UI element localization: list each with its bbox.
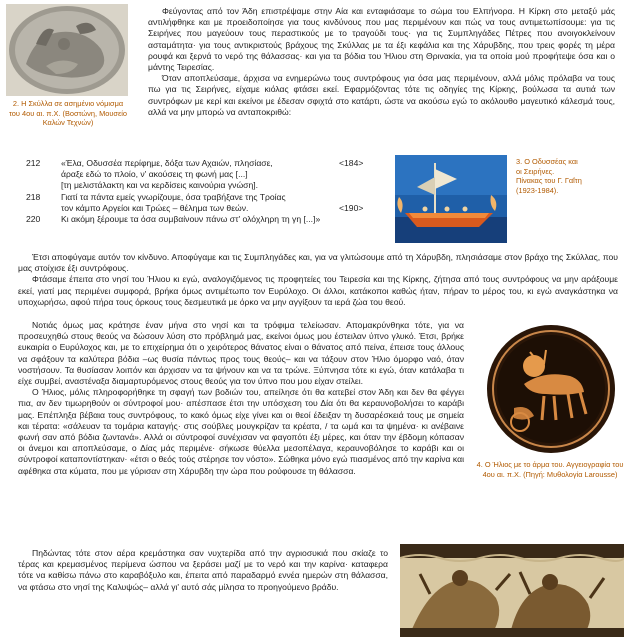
verse-line <box>26 180 386 191</box>
verse-line <box>26 158 386 169</box>
intro-text <box>148 6 615 118</box>
lower-text <box>18 320 464 477</box>
helios-caption: 4. Ο Ήλιος με το άρμα του. Αγγειογραφία του 4ου αι. π.Χ. (Πηγή: Μυθολογία Larousse) <box>476 460 624 479</box>
verse-line <box>26 203 386 214</box>
line-number: 218 <box>26 191 41 202</box>
verse-line <box>26 192 386 203</box>
line-number: 220 <box>26 213 41 224</box>
middle-text <box>18 252 618 308</box>
paragraph: Νοτιάς όμως μας κράτησε έναν μήνα στο νησί και τα τρόφιμα τελείωσαν. Απομακρύνθηκα τότε, για να προσευχηθώ στους θεούς να δώσουν λύση στο πρόβλημά μας, εκείνοι όμως μου έστειλαν ύπνο γλυκό. Έτσι, βρήκε ευκαιρία ο Ευρύλοχος και, με το επιχείρημα ότι ο χειρότερος θάνατος είναι ο θάνατος από πείνα, έπεισε τους άλλους να σφάξουν τα καλύτερα βόδια –ως θυσία πάντως προς τους θεούς– και να τάξουν στον Ήλιο όμορφο ναό, όταν νοστήσουν. Τα θυσίασαν λοιπόν και άρχισαν να τα ψήνουν και να τα τρώνε. Ξύπνησα τότε κι εγώ, όταν κατάλαβα τι είχε συμβεί, αναστέναξα διαμαρτυρόμενος στους θεούς για τον ύπνο που μου είχαν στείλει. <box>18 320 464 387</box>
sirens-painting-image <box>395 155 507 243</box>
paragraph: Όταν αποπλεύσαμε, άρχισα να ενημερώνω τους συντρόφους για όσα μας περιμένουν, αλλά μόλις πρόλαβα να τους πω για τις Σειρήνες, είχαμε κιόλας φτάσει εκεί. Εφαρμόζοντας τότε τις οδηγίες της Κίρκης, βούλωσα τα αυτιά των συντρόφων με κερί και εκείνοι με έδεσαν σφιχτά στο κατάρτι, ώστε να ακούσω εγώ το ακόλουθο μαγευτικό κάλεσμά τους, αλλά να μην μπορώ να ανταποκριθώ: <box>148 73 615 117</box>
vase-painting-image <box>400 544 624 637</box>
paragraph: Φτάσαμε έπειτα στο νησί του Ήλιου κι εγώ, αναλογιζόμενος τις προφητείες του Τειρεσία και της Κίρκης, ζήτησα από τους συντρόφους να μην αράξουμε εκεί, γιατί μας περιμένει συμφορά, βρήκα όμως αντιμέτωπο τον Ευρύλοχο. Οι άλλοι, κατάκοποι καθώς ήταν, πήραν το μέρος του, κι εγώ αναγκάστηκα να υποχωρήσω, αφού πήρα τους όρκους τους δεσμευτικά με όρκο να μην αγγίξουν τα ιερά ζώα του θεού. <box>18 274 618 307</box>
line-number: 212 <box>26 158 41 168</box>
verse-text: Γιατί τα πάντα εμείς γνωρίζουμε, όσα τραβήξανε της Τροίας <box>61 191 286 202</box>
scylla-caption: 2. Η Σκύλλα σε ασημένιο νόμισμα του 4ου αι. π.Χ. (Βοστώνη, Μουσείο Καλών Τεχνών) <box>8 99 128 128</box>
bottom-text <box>18 548 388 593</box>
verse-text: άραξε εδώ το πλοίο, ν' ακούσεις τη φωνή μας [...] <box>61 169 248 180</box>
verse-text: [τη μελιστάλακτη και να κερδίσεις καινούρια γνώση]. <box>61 180 259 191</box>
verse-text: τον κάμπο Αργείοι και Τρώες – θέλημα των θεών. <box>61 202 249 213</box>
helios-vase-image <box>484 322 618 456</box>
paragraph: Φεύγοντας από τον Άδη επιστρέψαμε στην Αία και ενταφιάσαμε το σώμα του Ελπήνορα. Η Κίρκη στο μεταξύ μάς αντιλήφθηκε και με προειδοποίησε για τους κινδύνους που μας περιμένουν και πώς να τους αντιμετωπίσουμε: για τις Σειρήνες που μαγεύουν τους περαστικούς με το τραγούδι τους· για τις Συμπληγάδες Πέτρες που ανοιγοκλείνουν ασταμάτητα· για τους αντικριστούς βράχους της Σκύλλας με τα έξι κεφάλια και της Χάρυβδης, που τρεις φορές τη μέρα ρουφά και ξερνά το νερό της θάλασσας· και για τα βόδια του Ήλιου στη Θρινακία, για τα οποία μού προφήτεψε όσα και ο μάντης Τειρεσίας. <box>148 6 615 73</box>
verse-text: «Έλα, Οδυσσέα περίφημε, δόξα των Αχαιών, πλησίασε, <box>61 158 273 168</box>
verse-line <box>26 169 386 180</box>
verse-block <box>26 158 386 225</box>
verse-text: Κι ακόμη ξέρουμε τα όσα συμβαίνουν πάνω στ' ολόχληρη τη γη [...]» <box>61 213 321 224</box>
paragraph: Έτσι αποφύγαμε αυτόν τον κίνδυνο. Αποφύγαμε και τις Συμπληγάδες και, για να γλιτώσουμε από τη Χάρυβδη, πλησιάσαμε στον βράχο της Σκύλλας, που μας στοίχισε έξι συντρόφους. <box>18 252 618 274</box>
verse-line <box>26 214 386 225</box>
scylla-coin-image <box>6 4 128 96</box>
paragraph: Ο Ήλιος, μόλις πληροφορήθηκε τη σφαγή των βοδιών του, απείλησε ότι θα κατεβεί στον Άδη και δεν θα φέγγει πια, αν δεν τιμωρηθούν οι σύντροφοί μου· απέσπασε έτσι την υπόσχεση του Δία ότι θα κεραυνοβολήσει το καράβι μας. Επέπληξα βέβαια τους συντρόφους, το κακό όμως είχε γίνει και οι θεοί έδειξαν τη δυσαρέσκειά τους με σημεία και τέρατα: «σάλευαν τα τομάρια καταγής· στις σούβλες μουγκρίζαν τα κρέατα, / τα ωμά και τα ψημένα· κι ανέβαινε φωνή σαν από βόδια ζωντανά». Αλλά οι σύντροφοί συνέχισαν να φαγοπότι έξι μέρες, και όταν την έβδομη κόπασαν οι άνεμοι και αποπλεύσαμε, ο Δίας μάς περιμένε· σήκωσε θύελλα μεσοπέλαγα, κεραυνοβόλησε το καράβι και οι σύντροφοί καταποντίστηκαν· «έτσι ο θεός τούς στέρησε τον νόστο». Σώθηκα μόνο εγώ πιασμένος από την καρίνα και αφέθηκα στα κύματα, που με γύρισαν στη Χάρυβδη την ώρα που ρούφουσε τη θάλασσα. <box>18 387 464 476</box>
verse-ref: <184> <box>339 158 364 168</box>
sirens-caption: 3. Ο Οδυσσέας και οι Σειρήνες. Πίνακας του Γ. Γαΐτη (1923-1984). <box>516 157 582 195</box>
paragraph: Πηδώντας τότε στον αέρα κρεμάστηκα σαν νυχτερίδα από την αγριοσυκιά που σκίαζε το τέρας και κρεμασμένος περίμενα ώσπου να ξεράσει μαζί με το νερό και την καρίνα· καταφερα τότε να καθίσω πάνω στο καραβόξυλο και, έπειτα από παραδαρμό εννέα ημερών στη θάλασσα, να φτάσω στο νησί της Καλυψώς– αλλά γι' αυτό σάς μίλησα το προηγούμενο βράδυ. <box>18 548 388 592</box>
verse-ref: <190> <box>339 202 364 213</box>
